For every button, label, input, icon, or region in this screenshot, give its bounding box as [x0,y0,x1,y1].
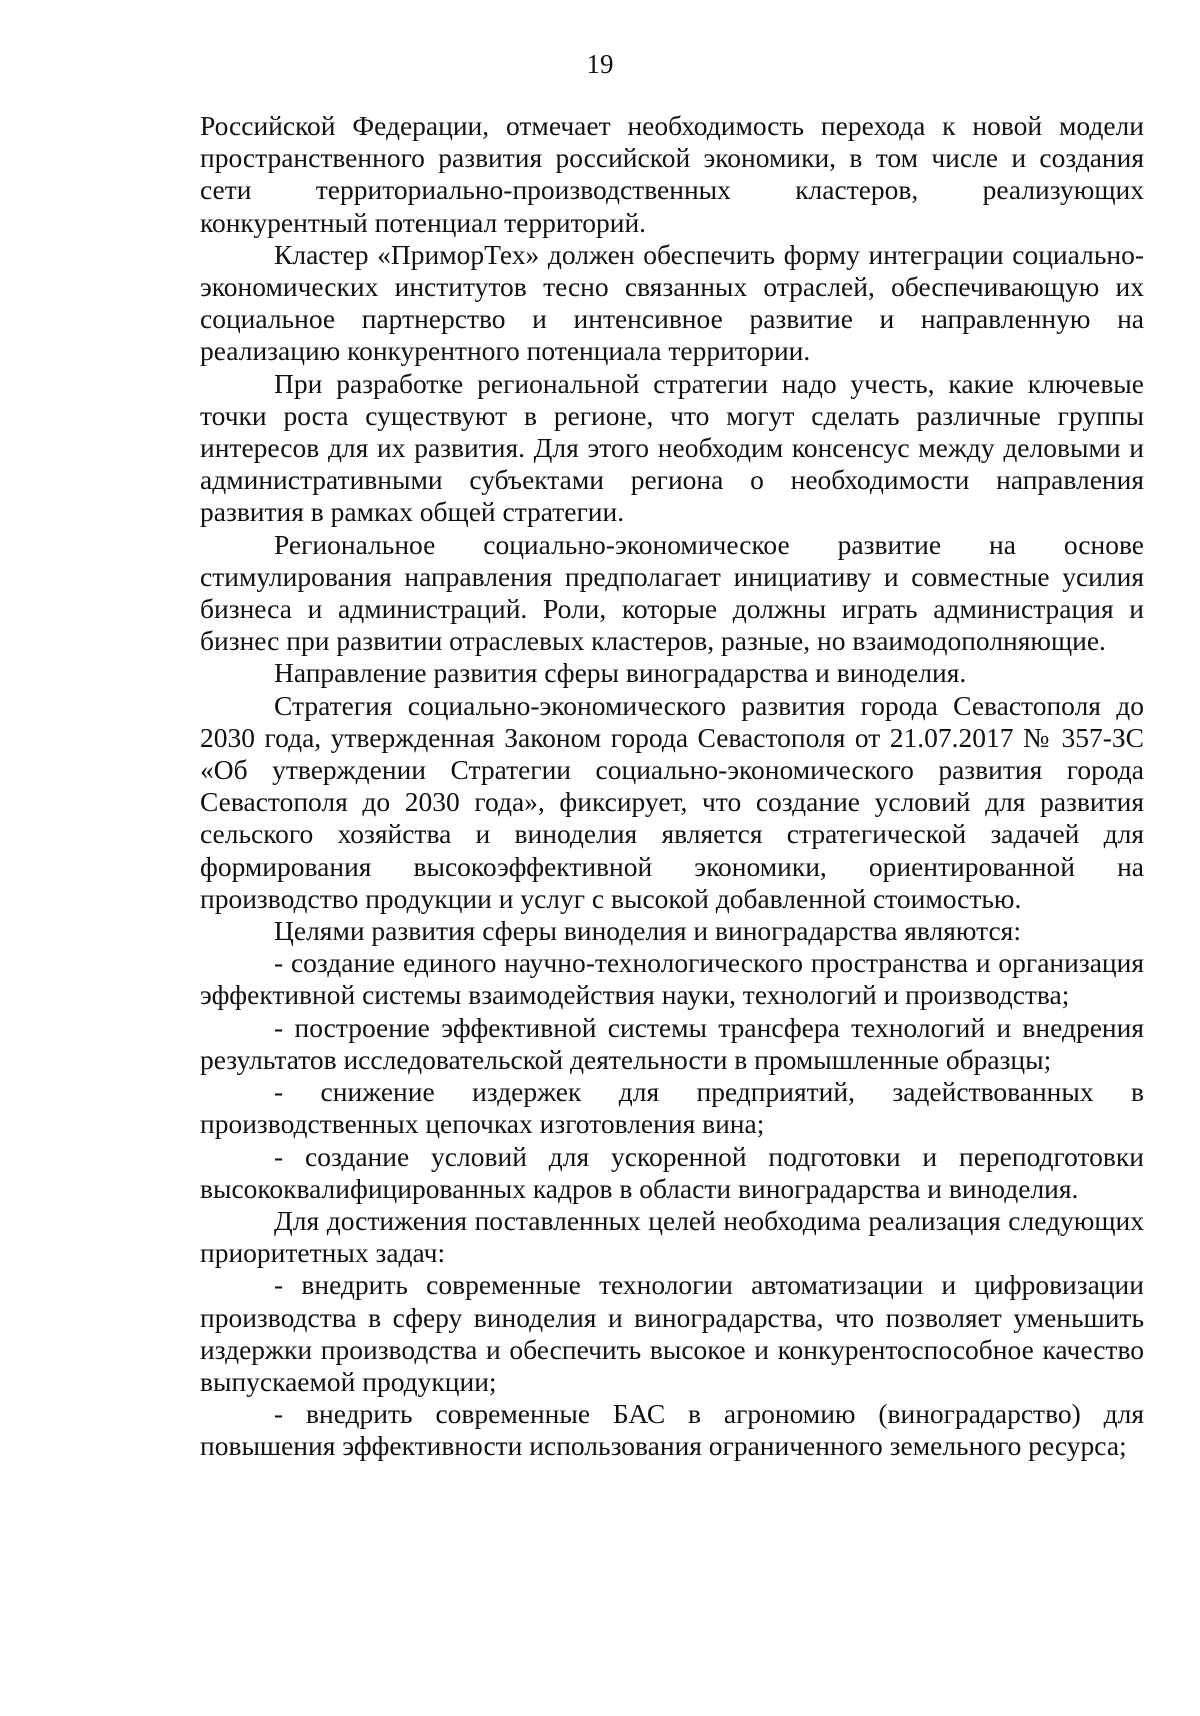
document-body [200,110,1144,1463]
list-item: - построение эффективной системы трансфера технологий и внедрения результатов исследовательской деятельности в промышленные образцы; [200,1011,1144,1075]
paragraph: Стратегия социально-экономического развития города Севастополя до 2030 года, утвержденная Законом города Севастополя от 21.07.2017 № 357-ЗС «Об утверждении Стратегии социально-экономического развития города Севастополя до 2030 года», фиксирует, что создание условий для развития сельского хозяйства и виноделия является стратегической задачей для формирования высокоэффективной экономики, ориентированной на производство продукции и услуг с высокой добавленной стоимостью. [200,689,1144,914]
list-item: - создание единого научно-технологического пространства и организация эффективной системы взаимодействия науки, технологий и производства; [200,947,1144,1011]
page-number: 19 [586,49,614,79]
list-item: - снижение издержек для предприятий, задействованных в производственных цепочках изготовления вина; [200,1076,1144,1140]
paragraph: Целями развития сферы виноделия и виноградарства являются: [274,915,1021,947]
paragraph: Для достижения поставленных целей необходима реализация следующих приоритетных задач: [200,1204,1144,1269]
paragraph: Кластер «ПриморТех» должен обеспечить форму интеграции социально-экономических институтов тесно связанных отраслей, обеспечивающую их социальное партнерство и интенсивное развитие и направленную на реализацию конкурентного потенциала территории. [200,238,1144,367]
list-item: - внедрить современные технологии автоматизации и цифровизации производства в сферу виноделия и виноградарства, что позволяет уменьшить издержки производства и обеспечить высокое и конкурентоспособное качество выпускаемой продукции; [200,1269,1144,1397]
list-item: - создание условий для ускоренной подготовки и переподготовки высококвалифицированных кадров в области виноградарства и виноделия. [200,1140,1144,1204]
paragraph: Региональное социально-экономическое развитие на основе стимулирования направления предполагает инициативу и совместные усилия бизнеса и администраций. Роли, которые должны играть администрация и бизнес при развитии отраслевых кластеров, разные, но взаимодополняющие. [200,528,1144,657]
paragraph: Российской Федерации, отмечает необходимость перехода к новой модели пространственного развития российской экономики, в том числе и создания сети территориально-производственных кластеров, реализующих конкурентный потенциал территорий. [200,110,1144,238]
paragraph: При разработке региональной стратегии надо учесть, какие ключевые точки роста существуют в регионе, что могут сделать различные группы интересов для их развития. Для этого необходим консенсус между деловыми и административными субъектами региона о необходимости направления развития в рамках общей стратегии. [200,367,1144,528]
list-item: - внедрить современные БАС в агрономию (виноградарство) для повышения эффективности использования ограниченного земельного ресурса; [200,1398,1144,1462]
section-heading: Направление развития сферы виноградарства и виноделия. [274,657,967,689]
